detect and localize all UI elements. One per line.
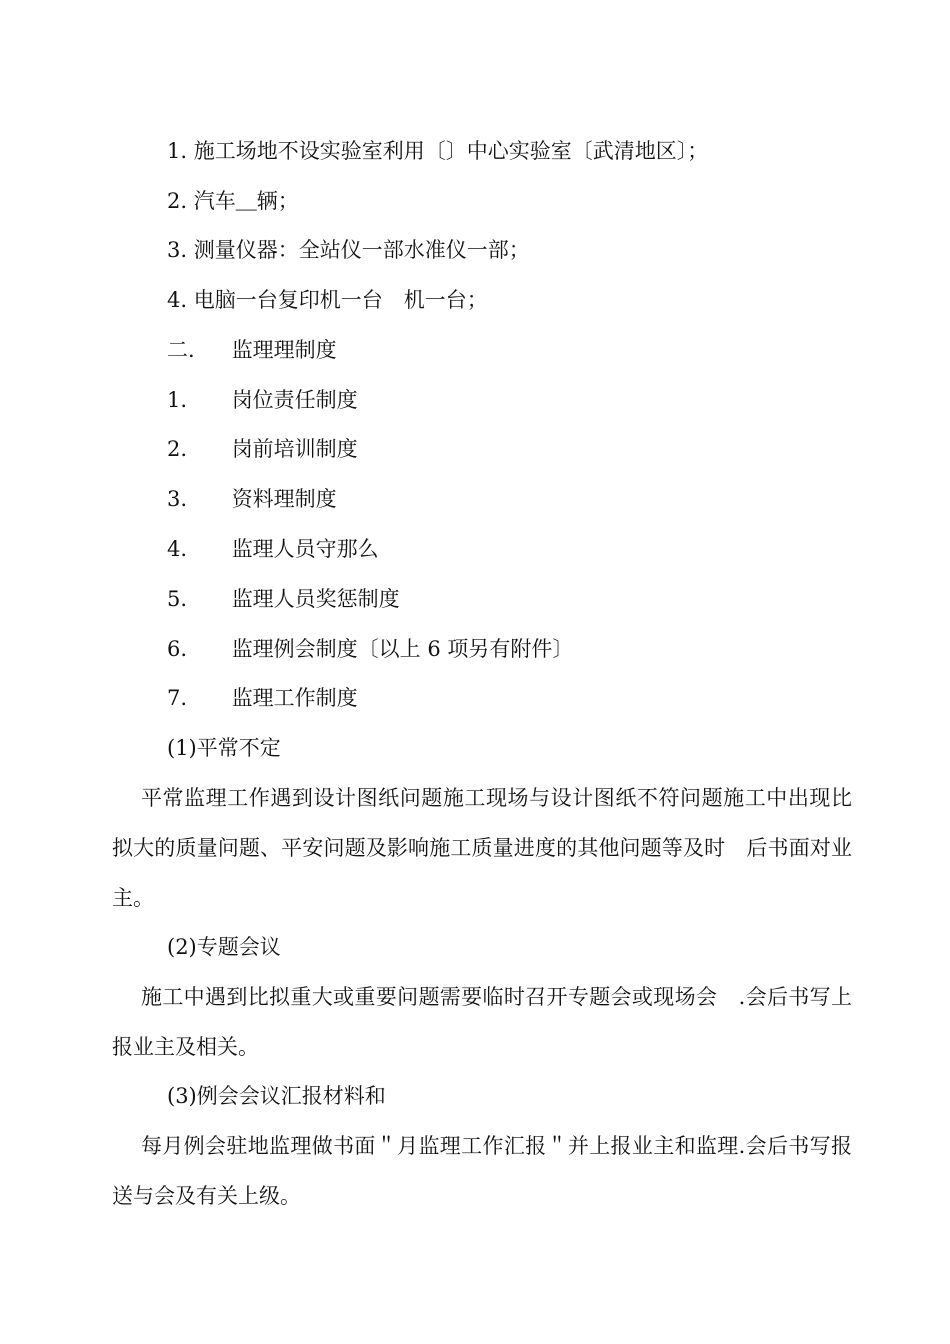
subsection-paragraph-3: 每月例会驻地监理做书面＂月监理工作汇报＂并上报业主和监理.会后书写报送与会及有关上级。 <box>112 1134 852 1208</box>
list-text: 电脑一台复印机一台 机一台； <box>193 288 488 312</box>
subsection-heading-1: (1)平常不定 <box>167 736 281 760</box>
system-item-4 <box>167 534 379 564</box>
section-title: 监理理制度 <box>231 338 337 362</box>
list-number: 2. <box>167 189 188 213</box>
system-item-2 <box>167 434 358 464</box>
list-text: 监理工作制度 <box>231 686 358 710</box>
equipment-item-2 <box>167 186 299 216</box>
list-number: 3. <box>167 238 188 262</box>
list-number: 7. <box>167 686 188 710</box>
system-item-5 <box>167 584 400 614</box>
system-item-7 <box>167 683 358 713</box>
system-item-6 <box>167 634 573 664</box>
list-number: 2. <box>167 437 188 461</box>
list-text: 岗前培训制度 <box>231 437 358 461</box>
list-text: 汽车＿辆； <box>193 189 299 213</box>
subsection-heading-2: (2)专题会议 <box>167 935 281 959</box>
list-number: 4. <box>167 537 188 561</box>
section-heading <box>167 335 337 365</box>
list-text: 测量仪器：全站仪一部水准仪一部； <box>193 238 530 262</box>
list-number: 4. <box>167 288 188 312</box>
subsection-heading-3: (3)例会会议汇报材料和 <box>167 1084 386 1108</box>
system-item-3 <box>167 484 337 514</box>
section-number: 二. <box>167 338 195 362</box>
subsection-paragraph-2: 施工中遇到比拟重大或重要问题需要临时召开专题会或现场会 .会后书写上报业主及相关。 <box>112 985 852 1059</box>
list-text: 监理例会制度〔以上 6 项另有附件〕 <box>231 637 574 661</box>
list-text: 资料理制度 <box>231 487 337 511</box>
list-text: 监理人员奖惩制度 <box>231 587 400 611</box>
list-number: 1. <box>167 388 188 412</box>
list-number: 6. <box>167 637 188 661</box>
system-item-1 <box>167 385 358 415</box>
list-text: 岗位责任制度 <box>231 388 358 412</box>
equipment-item-1 <box>167 136 708 166</box>
list-text: 施工场地不设实验室利用〔〕中心实验室〔武清地区〕； <box>193 139 709 163</box>
list-number: 3. <box>167 487 188 511</box>
list-number: 1. <box>167 139 188 163</box>
equipment-item-3 <box>167 235 530 265</box>
list-number: 5. <box>167 587 188 611</box>
list-text: 监理人员守那么 <box>231 537 379 561</box>
subsection-paragraph-1: 平常监理工作遇到设计图纸问题施工现场与设计图纸不符问题施工中出现比拟大的质量问题、平安问题及影响施工质量进度的其他问题等及时 后书面对业主。 <box>112 786 852 910</box>
equipment-item-4 <box>167 285 488 315</box>
